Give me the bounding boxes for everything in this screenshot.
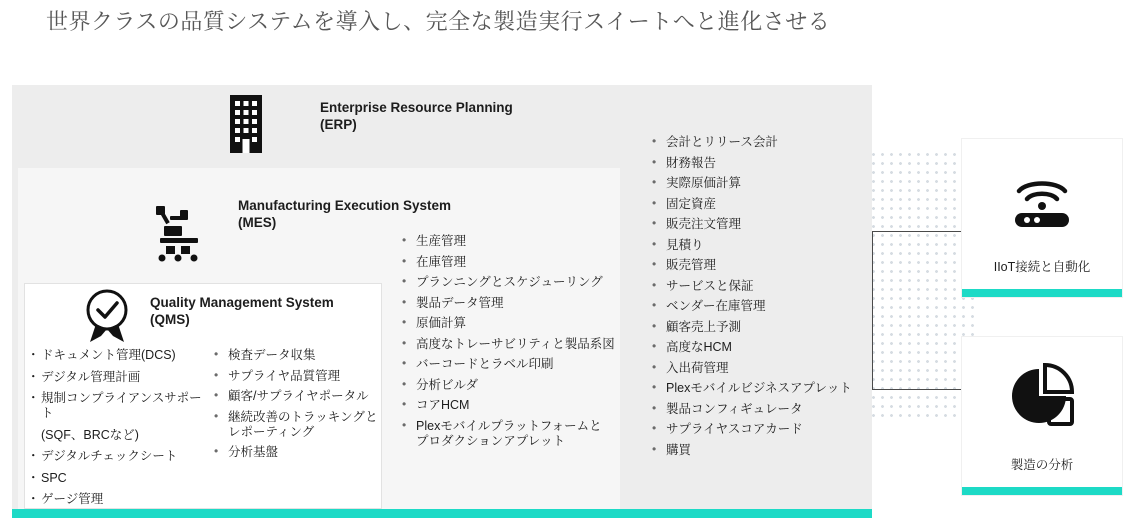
list-item-line2: プロダクションアプレット [416, 433, 566, 448]
list-item-line1: 継続改善のトラッキングと [228, 409, 378, 424]
pie-chart-icon [962, 337, 1122, 455]
list-item: • サプライヤスコアカード [650, 422, 865, 437]
list-item: • 検査データ収集 [212, 348, 382, 363]
qms-feature-list-left [30, 348, 210, 514]
erp-feature-list [650, 135, 865, 463]
robot-arm-conveyor-icon [150, 200, 208, 262]
wifi-router-icon [962, 139, 1122, 257]
list-item: • コアHCM [400, 398, 615, 413]
list-item-continuation: (SQF、BRCなど) [41, 427, 139, 442]
list-item: • 分析ビルダ [400, 378, 615, 393]
list-item: • プランニングとスケジューリング [400, 275, 615, 290]
list-item: • 在庫管理 [400, 255, 615, 270]
card-iiot-accent-bar [962, 289, 1122, 297]
list-item: • 顧客売上予測 [650, 320, 865, 335]
list-item: • 固定資産 [650, 197, 865, 212]
list-item: • 製品データ管理 [400, 296, 615, 311]
mes-title [238, 197, 451, 231]
list-item: ・ ドキュメント管理(DCS) [30, 348, 210, 363]
list-item: • 高度なHCM [650, 340, 865, 355]
list-item: • 生産管理 [400, 234, 615, 249]
card-analytics[interactable] [962, 337, 1122, 495]
connector-line-vertical [872, 231, 873, 390]
list-item: ・ 規制コンプライアンスサポート [30, 391, 210, 421]
list-item: ・ SPC [30, 471, 210, 486]
list-item: • Plexモバイルビジネスアプレット [650, 381, 865, 396]
mes-title-line1: Manufacturing Execution System [238, 198, 452, 213]
qms-title-line2: (QMS) [150, 312, 190, 327]
card-analytics-label: 製造の分析 [1010, 458, 1074, 472]
list-item: • 販売注文管理 [650, 217, 865, 232]
connector-line-bottom [872, 389, 964, 390]
qms-feature-list-right [212, 348, 382, 466]
list-item: • 販売管理 [650, 258, 865, 273]
erp-title-line2: (ERP) [320, 117, 357, 132]
erp-title-line1: Enterprise Resource Planning [320, 100, 513, 115]
list-item: • 購買 [650, 443, 865, 458]
list-item-line1: Plexモバイルプラットフォームと [416, 418, 602, 433]
quality-badge-check-icon [82, 288, 132, 344]
list-item: • サプライヤ品質管理 [212, 369, 382, 384]
list-item: • 製品コンフィギュレータ [650, 402, 865, 417]
card-iiot-label: IIoT接続と自動化 [993, 260, 1091, 274]
card-iiot[interactable] [962, 139, 1122, 297]
list-item: ・ デジタルチェックシート [30, 449, 210, 464]
card-analytics-accent-bar [962, 487, 1122, 495]
list-item: • サービスと保証 [650, 279, 865, 294]
factory-building-icon [224, 93, 268, 155]
list-item [400, 419, 615, 449]
qms-title [150, 294, 334, 328]
list-item-line2: レポーティング [228, 424, 315, 439]
page-title: 世界クラスの品質システムを導入し、完全な製造実行スイートへと進化させる [46, 9, 831, 34]
connector-line-top [872, 231, 964, 232]
list-item: • 分析基盤 [212, 445, 382, 460]
list-item: • 原価計算 [400, 316, 615, 331]
list-item [212, 410, 382, 440]
list-item: • 顧客/サプライヤポータル [212, 389, 382, 404]
list-item: • 見積り [650, 238, 865, 253]
qms-title-line1: Quality Management System [150, 295, 334, 310]
list-item: • 高度なトレーサビリティと製品系図 [400, 337, 615, 352]
list-item: ・ ゲージ管理 [30, 492, 210, 507]
list-item: • 入出荷管理 [650, 361, 865, 376]
list-item: • 財務報告 [650, 156, 865, 171]
list-item: • 実際原価計算 [650, 176, 865, 191]
list-item: • ベンダー在庫管理 [650, 299, 865, 314]
list-item: ・ デジタル管理計画 [30, 370, 210, 385]
erp-title [320, 99, 513, 133]
mes-title-line2: (MES) [238, 215, 277, 230]
list-item: • バーコードとラベル印刷 [400, 357, 615, 372]
mes-feature-list [400, 234, 615, 454]
list-item: • 会計とリリース会計 [650, 135, 865, 150]
